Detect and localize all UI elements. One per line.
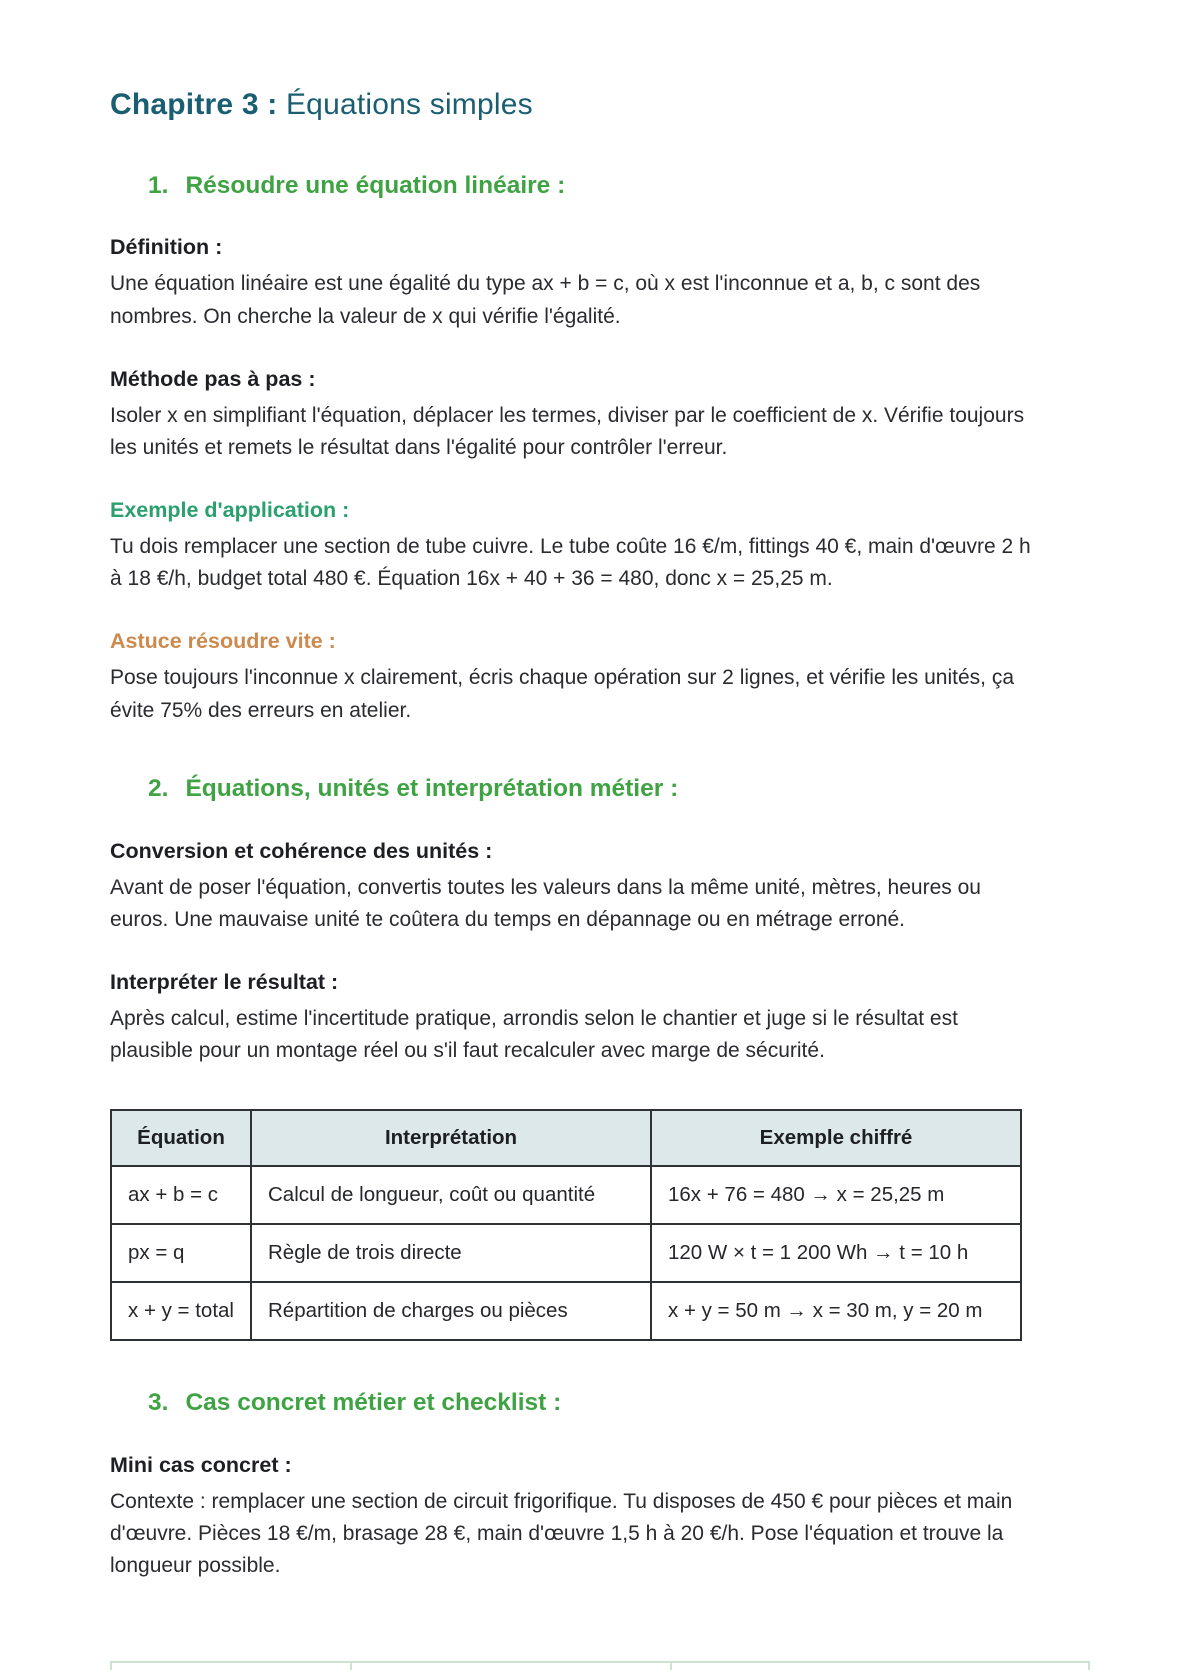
block-exemple [110, 495, 1090, 595]
section-3-heading [110, 1387, 1090, 1419]
section-3-number: 3. [148, 1389, 169, 1417]
chapter-title: Équations simples [277, 88, 533, 121]
section-2-heading [110, 773, 1090, 805]
block-astuce [110, 626, 1090, 726]
block-conversion [110, 836, 1090, 936]
block-conversion-text: Avant de poser l'équation, convertis toutes les valeurs dans la même unité, mètres, heures ou euros. Une mauvaise unité te coûtera du temps en dépannage ou en métrage erroné. [110, 875, 981, 931]
block-interpreter-label: Interpréter le résultat : [110, 969, 339, 994]
block-conversion-label: Conversion et cohérence des unités : [110, 838, 493, 863]
section-1-heading [110, 170, 1090, 202]
block-mini-cas [110, 1450, 1090, 1582]
table-header-interpretation: Interprétation [251, 1110, 651, 1166]
block-exemple-label: Exemple d'application : [110, 498, 350, 523]
block-mini-cas-text: Contexte : remplacer une section de circuit frigorifique. Tu disposes de 450 € pour pièces et main d'œuvre. Pièces 18 €/m, brasage 28 €, main d'œuvre 1,5 h à 20 €/h. Pose l'équation et trouve la longueur possible. [110, 1490, 1013, 1578]
chapter-label: Chapitre 3 : [110, 88, 278, 121]
table-cell: x + y = total [111, 1282, 251, 1340]
section-1-title: Résoudre une équation linéaire : [185, 171, 566, 199]
table-header-row [111, 1110, 1021, 1166]
block-methode-label: Méthode pas à pas : [110, 366, 316, 391]
block-interpreter [110, 967, 1090, 1067]
table-cell: ax + b = c [111, 1166, 251, 1224]
table-cell: x + y = 50 m → x = 30 m, y = 20 m [651, 1282, 1021, 1340]
table-row [111, 1166, 1021, 1224]
block-definition [110, 232, 1090, 332]
table-row [111, 1224, 1021, 1282]
equations-table [110, 1109, 1022, 1341]
cutoff-table-top-edge [110, 1661, 1090, 1670]
block-astuce-label: Astuce résoudre vite : [110, 629, 336, 654]
table-cell: Calcul de longueur, coût ou quantité [251, 1166, 651, 1224]
table-row [111, 1282, 1021, 1340]
block-methode [110, 364, 1090, 464]
block-methode-text: Isoler x en simplifiant l'équation, déplacer les termes, diviser par le coefficient de x. Vérifie toujours les unités et remets le résultat dans l'égalité pour contrôler l'erreur. [110, 403, 1025, 459]
table-cell: 16x + 76 = 480 → x = 25,25 m [651, 1166, 1021, 1224]
section-2-title: Équations, unités et interprétation métier : [185, 774, 679, 802]
table-header-exemple: Exemple chiffré [651, 1110, 1021, 1166]
block-interpreter-text: Après calcul, estime l'incertitude pratique, arrondis selon le chantier et juge si le résultat est plausible pour un montage réel ou s'il faut recalculer avec marge de sécurité. [110, 1007, 958, 1063]
block-exemple-text: Tu dois remplacer une section de tube cuivre. Le tube coûte 16 €/m, fittings 40 €, main d'œuvre 2 h à 18 €/h, budget total 480 €. Équation 16x + 40 + 36 = 480, donc x = 25,25 m. [110, 535, 1031, 591]
section-1-number: 1. [148, 171, 169, 199]
block-definition-text: Une équation linéaire est une égalité du type ax + b = c, où x est l'inconnue et a, b, c sont des nombres. On cherche la valeur de x qui vérifie l'égalité. [110, 272, 981, 328]
section-2-number: 2. [148, 774, 169, 802]
block-mini-cas-label: Mini cas concret : [110, 1453, 292, 1478]
table-cell: Répartition de charges ou pièces [251, 1282, 651, 1340]
section-3-title: Cas concret métier et checklist : [185, 1389, 562, 1417]
table-cell: Règle de trois directe [251, 1224, 651, 1282]
table-cell: px = q [111, 1224, 251, 1282]
table-cell: 120 W × t = 1 200 Wh → t = 10 h [651, 1224, 1021, 1282]
table-header-equation: Équation [111, 1110, 251, 1166]
block-astuce-text: Pose toujours l'inconnue x clairement, écris chaque opération sur 2 lignes, et vérifie les unités, ça évite 75% des erreurs en atelier. [110, 666, 1014, 722]
block-definition-label: Définition : [110, 235, 223, 260]
page-title [110, 86, 1090, 124]
